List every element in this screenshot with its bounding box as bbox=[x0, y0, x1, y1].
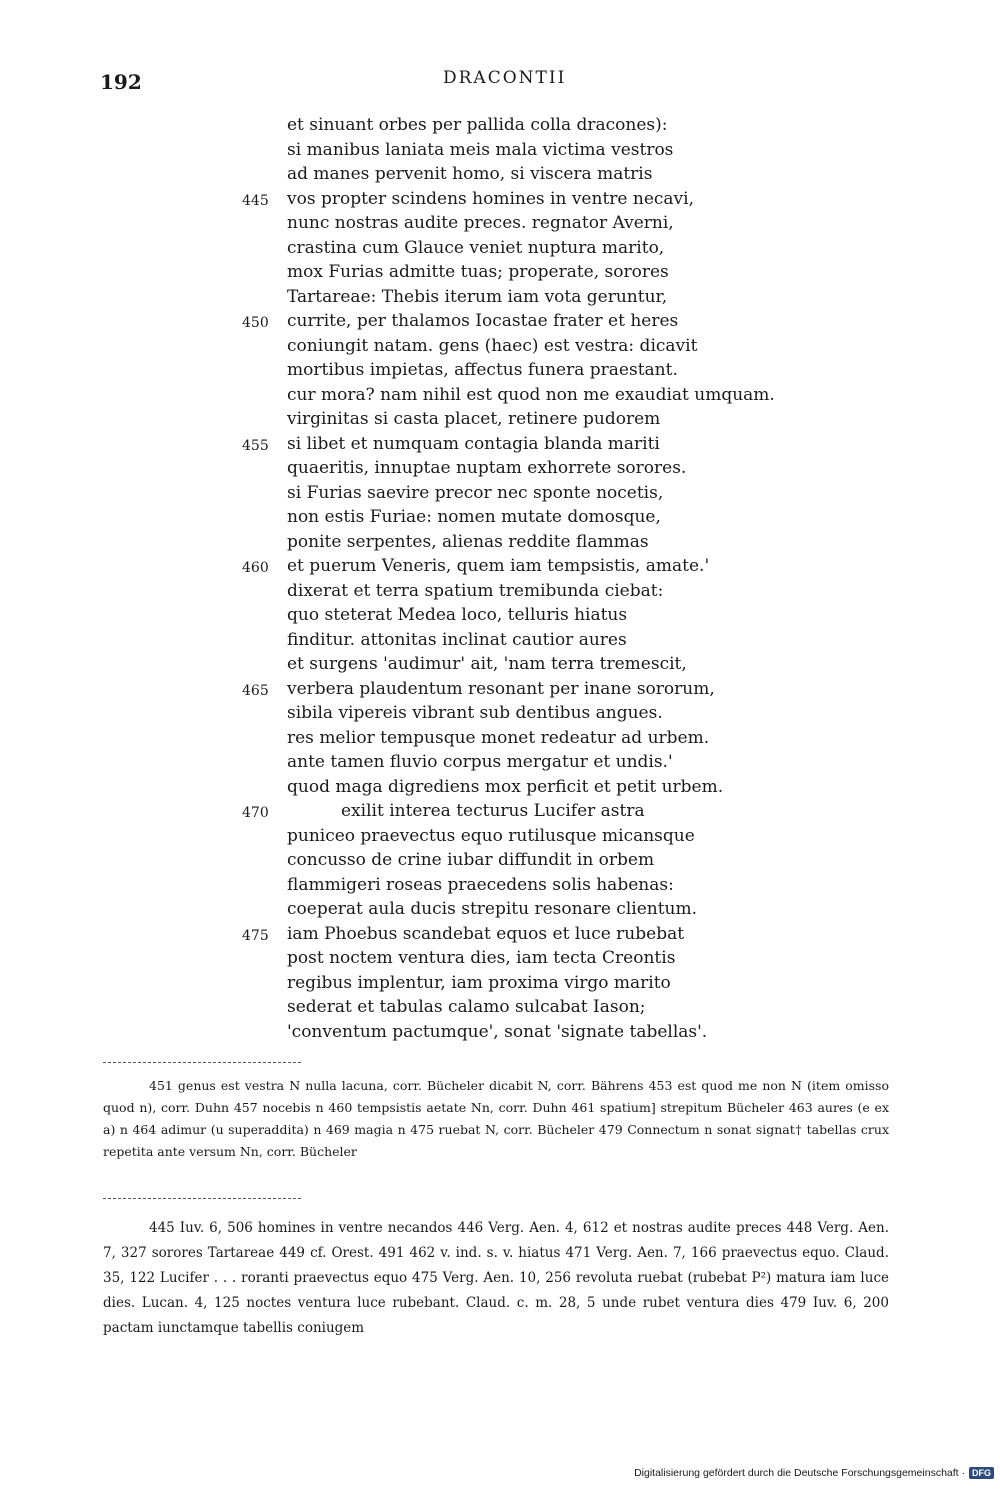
sources-divider bbox=[103, 1198, 301, 1199]
verse-line-text: quod maga digrediens mox perficit et petit urbem. bbox=[287, 776, 724, 797]
verse-line-text: crastina cum Glauce veniet nuptura marito, bbox=[287, 237, 665, 258]
verse-line-text: ponite serpentes, alienas reddite flammas bbox=[287, 531, 649, 552]
verse-line-text: dixerat et terra spatium tremibunda ciebat: bbox=[287, 580, 664, 601]
line-number: 455 bbox=[242, 437, 269, 454]
verse-line bbox=[287, 162, 907, 187]
verse-text bbox=[242, 113, 907, 1044]
verse-line bbox=[287, 750, 907, 775]
verse-line-text: et surgens 'audimur' ait, 'nam terra tremescit, bbox=[287, 654, 687, 674]
dfg-logo: DFG bbox=[969, 1467, 994, 1479]
verse-line-text: si Furias saevire precor nec sponte nocetis, bbox=[287, 482, 664, 503]
verse-line-text: flammigeri roseas praecedens solis habenas: bbox=[287, 874, 674, 895]
verse-line-text: coeperat aula ducis strepitu resonare clientum. bbox=[287, 899, 698, 919]
verse-line bbox=[287, 971, 907, 996]
verse-line bbox=[287, 260, 907, 285]
verse-line bbox=[287, 407, 907, 432]
verse-line-text: coniungit natam. gens (haec) est vestra: dicavit bbox=[287, 335, 698, 356]
verse-line bbox=[287, 530, 907, 555]
footer-text: Digitalisierung gefördert durch die Deutsche Forschungsgemeinschaft · bbox=[634, 1467, 965, 1479]
page-number: 192 bbox=[100, 70, 142, 94]
verse-line bbox=[287, 995, 907, 1020]
verse-line bbox=[287, 113, 907, 138]
verse-line bbox=[287, 236, 907, 261]
verse-line-text: quaeritis, innuptae nuptam exhorrete sorores. bbox=[287, 458, 687, 478]
verse-line bbox=[287, 628, 907, 653]
verse-line bbox=[242, 799, 907, 824]
verse-line-text: cur mora? nam nihil est quod non me exaudiat umquam. bbox=[287, 384, 775, 405]
line-number: 445 bbox=[242, 192, 269, 209]
verse-line bbox=[287, 334, 907, 359]
verse-line bbox=[287, 603, 907, 628]
verse-line bbox=[287, 775, 907, 800]
verse-line-text: verbera plaudentum resonant per inane sororum, bbox=[287, 678, 715, 699]
verse-line bbox=[287, 358, 907, 383]
verse-line bbox=[242, 554, 907, 579]
verse-line bbox=[242, 309, 907, 334]
running-title: DRACONTII bbox=[443, 68, 567, 88]
verse-line bbox=[287, 848, 907, 873]
line-number: 470 bbox=[242, 805, 269, 821]
verse-line bbox=[287, 897, 907, 922]
verse-line bbox=[287, 652, 907, 677]
verse-line bbox=[287, 456, 907, 481]
verse-line bbox=[287, 383, 907, 408]
verse-line bbox=[242, 432, 907, 457]
verse-line-text: puniceo praevectus equo rutilusque micansque bbox=[287, 825, 695, 846]
verse-line bbox=[287, 138, 907, 163]
verse-line-text: regibus implentur, iam proxima virgo marito bbox=[287, 972, 671, 993]
verse-line-text: et sinuant orbes per pallida colla dracones): bbox=[287, 115, 668, 135]
verse-line-text: nunc nostras audite preces. regnator Averni, bbox=[287, 213, 674, 233]
verse-line-text: currite, per thalamos Iocastae frater et heres bbox=[287, 311, 679, 331]
verse-line bbox=[287, 824, 907, 849]
verse-line-text: sederat et tabulas calamo sulcabat Iason; bbox=[287, 997, 646, 1017]
apparatus-divider bbox=[103, 1062, 301, 1063]
verse-line-text: et puerum Veneris, quem iam tempsistis, amate.' bbox=[287, 556, 710, 576]
verse-line-text: si manibus laniata meis mala victima vestros bbox=[287, 139, 674, 160]
verse-line bbox=[242, 922, 907, 947]
verse-line-text: sibila vipereis vibrant sub dentibus angues. bbox=[287, 703, 663, 723]
line-number: 450 bbox=[242, 315, 269, 331]
verse-line bbox=[287, 873, 907, 898]
verse-line-text: Tartareae: Thebis iterum iam vota geruntur, bbox=[287, 286, 668, 307]
verse-line-text: finditur. attonitas inclinat cautior aures bbox=[287, 629, 627, 650]
verse-line-text: concusso de crine iubar diffundit in orbem bbox=[287, 850, 655, 870]
verse-line-text: quo steterat Medea loco, telluris hiatus bbox=[287, 605, 628, 625]
verse-line-text: si libet et numquam contagia blanda mariti bbox=[287, 433, 660, 454]
verse-line-text: non estis Furiae: nomen mutate domosque, bbox=[287, 507, 661, 527]
verse-line bbox=[287, 285, 907, 310]
verse-line-text: ad manes pervenit homo, si viscera matris bbox=[287, 164, 653, 184]
verse-line-text: vos propter scindens homines in ventre necavi, bbox=[287, 188, 694, 209]
verse-line bbox=[287, 946, 907, 971]
line-number: 475 bbox=[242, 927, 269, 944]
verse-line-text: post noctem ventura dies, iam tecta Creontis bbox=[287, 948, 676, 968]
source-apparatus bbox=[103, 1216, 889, 1341]
verse-line bbox=[242, 677, 907, 702]
verse-line bbox=[287, 726, 907, 751]
source-apparatus-text: 445 Iuv. 6, 506 homines in ventre necandos 446 Verg. Aen. 4, 612 et nostras audite preces 448 Verg. Aen. 7, 327 sorores Tartareae 449 cf. Orest. 491 462 v. ind. s. v. hiatus 471 Verg. Aen. 7, 166 praevectus equo. Claud. 35, 122 Lucifer . . . roranti praevectus equo 475 Verg. Aen. 10, 256 revoluta ruebat (rubebat P²) matura iam luce dies. Lucan. 4, 125 noctes ventura luce rubebant. Claud. c. m. 28, 5 unde rubet ventura dies 479 Iuv. 6, 200 pactam iunctamque tabellis coniugem bbox=[103, 1220, 889, 1336]
verse-line-text: res melior tempusque monet redeatur ad urbem. bbox=[287, 727, 710, 748]
verse-line-text: mortibus impietas, affectus funera praestant. bbox=[287, 360, 678, 380]
verse-line-text: exilit interea tecturus Lucifer astra bbox=[341, 801, 645, 821]
verse-line-text: ante tamen fluvio corpus mergatur et undis.' bbox=[287, 752, 673, 772]
verse-line-text: virginitas si casta placet, retinere pudorem bbox=[287, 409, 661, 429]
verse-line bbox=[287, 579, 907, 604]
verse-line bbox=[287, 481, 907, 506]
verse-line bbox=[287, 701, 907, 726]
line-number: 460 bbox=[242, 560, 269, 576]
critical-apparatus bbox=[103, 1075, 889, 1163]
verse-line bbox=[287, 211, 907, 236]
verse-line-text: iam Phoebus scandebat equos et luce rubebat bbox=[287, 923, 685, 944]
line-number: 465 bbox=[242, 682, 269, 699]
verse-line bbox=[287, 505, 907, 530]
verse-line bbox=[242, 187, 907, 212]
critical-apparatus-text: 451 genus est vestra N nulla lacuna, corr. Bücheler dicabit N, corr. Bährens 453 est quod me non N (item omisso quod n), corr. Duhn 457 nocebis n 460 tempsistis aetate Nn, corr. Duhn 461 spatium] strepitum Bücheler 463 aures (e ex a) n 464 adimur (u superaddita) n 469 magia n 475 ruebat N, corr. Bücheler 479 Connectum n sonat signat† tabellas crux repetita ante versum Nn, corr. Bücheler bbox=[103, 1078, 889, 1159]
digitization-credit bbox=[634, 1467, 994, 1479]
verse-line bbox=[287, 1020, 907, 1045]
verse-line-text: mox Furias admitte tuas; properate, sorores bbox=[287, 262, 669, 282]
verse-line-text: 'conventum pactumque', sonat 'signate tabellas'. bbox=[287, 1021, 708, 1042]
